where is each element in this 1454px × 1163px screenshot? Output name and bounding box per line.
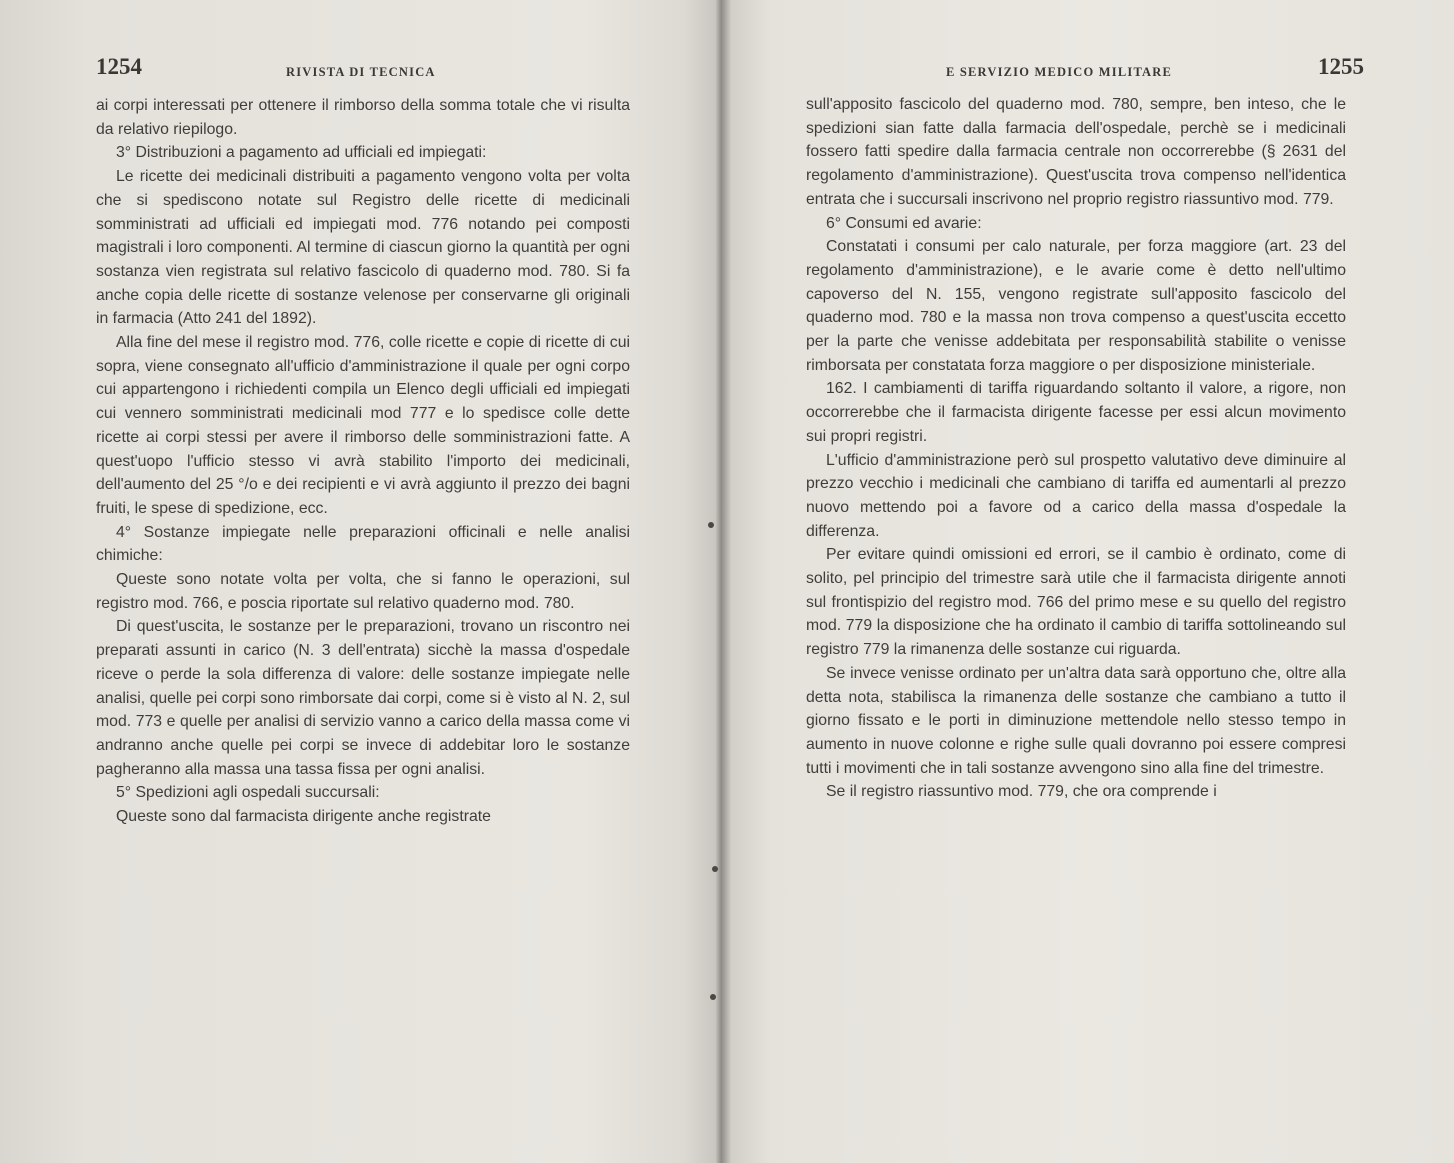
right-running-head: E SERVIZIO MEDICO MILITARE <box>946 65 1173 79</box>
paragraph: Queste sono dal farmacista dirigente anche registrate <box>116 808 491 826</box>
right-page-number: 1255 <box>1318 54 1364 79</box>
paragraph: Se invece venisse ordinato per un'altra data sarà opportuno che, oltre alla detta nota, stabilisca la rimanenza delle sostanze che cambiano a tutto il giorno fissato e le porti in diminuzione mettendole nello stesso tempo in aumento in nuove colonne e righe sulle quali dovranno poi essere compresi tutti i movimenti che in tali sostanze avvengono sino alla fine del trimestre. <box>806 664 1346 777</box>
left-running-head: RIVISTA DI TECNICA <box>286 65 436 79</box>
right-page-header <box>822 54 1364 86</box>
binding-mark <box>710 994 716 1000</box>
paragraph: 4° Sostanze impiegate nelle preparazioni officinali e nelle analisi chimiche: <box>96 523 630 565</box>
paragraph: 5° Spedizioni agli ospedali succursali: <box>116 784 380 802</box>
left-page-header <box>96 54 636 86</box>
left-page-number: 1254 <box>96 54 142 79</box>
binding-mark <box>708 522 714 528</box>
paragraph: Constatati i consumi per calo naturale, per forza maggiore (art. 23 del regolamento d'amministrazione), e le avarie come è detto nell'ultimo capoverso del N. 155, vengono registrate sull'apposito fascicolo del quaderno mod. 780 e la massa non trova compenso a quest'uscita eccetto per la parte che venisse addebitata per responsabilità stabilite o venisse rimborsata per constatata forza maggiore o per disposizione ministeriale. <box>806 238 1346 374</box>
right-page <box>722 0 1454 1163</box>
paragraph: ai corpi interessati per ottenere il rimborso della somma totale che vi risulta da relativo riepilogo. <box>96 97 630 138</box>
paragraph: Le ricette dei medicinali distribuiti a pagamento vengono volta per volta che si spediscono notate sul Registro delle ricette di medicinali somministrati ad ufficiali ed impiegati mod. 776 notando pei composti magistrali i loro componenti. Al termine di ciascun giorno la quantità per ogni sostanza vien registrata sul relativo fascicolo di quaderno mod. 780. Si fa anche copia delle ricette di sostanze velenose per conservarne gli originali in farmacia (Atto 241 del 1892). <box>96 168 630 328</box>
left-page-body <box>96 94 630 829</box>
paragraph: L'ufficio d'amministrazione però sul prospetto valutativo deve diminuire al prezzo vecchio i medicinali che cambiano di tariffa ed aumentarli al prezzo nuovo mettendo poi a favore od a carico della massa d'ospedale la differenza. <box>806 451 1346 540</box>
left-page <box>0 0 712 1163</box>
paragraph: 3° Distribuzioni a pagamento ad ufficiali ed impiegati: <box>116 144 487 162</box>
paragraph: sull'apposito fascicolo del quaderno mod. 780, sempre, ben inteso, che le spedizioni sian fatte dalla farmacia dell'ospedale, perchè se i medicinali fossero fatti spedire dalla farmacia centrale non occorrerebbe (§ 2631 del regolamento d'amministrazione). Quest'uscita trova compenso nell'identica entrata che i succursali inscrivono nel proprio registro riassuntivo mod. 779. <box>806 96 1346 208</box>
paragraph: Di quest'uscita, le sostanze per le preparazioni, trovano un riscontro nei preparati assunti in carico (N. 3 dell'entrata) sicchè la massa d'ospedale riceve o perde la sola differenza di valore: delle sostanze impiegate nelle analisi, quelle pei corpi sono rimborsate dai corpi, come si è visto al N. 2, sul mod. 773 e quelle per analisi di servizio vanno a carico della massa come vi andranno anche quelle pei corpi se invece di addebitar loro le sostanze pagheranno alla massa una tassa fissa per ogni analisi. <box>96 618 630 778</box>
binding-mark <box>712 866 718 872</box>
paragraph: 6° Consumi ed avarie: <box>826 214 982 232</box>
paragraph: Per evitare quindi omissioni ed errori, se il cambio è ordinato, come di solito, pel principio del trimestre sarà utile che il farmacista dirigente annoti sul frontispizio del registro mod. 766 del primo mese e su quello del registro mod. 779 la disposizione che ha ordinato il cambio di tariffa sottolineando sul registro 779 la rimanenza delle sostanze cui riguarda. <box>806 546 1346 659</box>
right-page-body <box>806 93 1346 804</box>
paragraph: Se il registro riassuntivo mod. 779, che ora comprende i <box>826 783 1217 801</box>
paragraph: Queste sono notate volta per volta, che si fanno le operazioni, sul registro mod. 766, e poscia riportate sul relativo quaderno mod. 780. <box>96 571 630 612</box>
paragraph: 162. I cambiamenti di tariffa riguardando soltanto il valore, a rigore, non occorrerebbe che il farmacista dirigente facesse per essi alcun movimento sui propri registri. <box>806 380 1346 445</box>
paragraph: Alla fine del mese il registro mod. 776, colle ricette e copie di ricette di cui sopra, viene consegnato all'ufficio d'amministrazione il quale per ogni corpo cui appartengono i richiedenti compila un Elenco degli ufficiali ed impiegati cui vennero somministrati medicinali mod 777 e lo spedisce colle dette ricette ai corpi stessi per avere il rimborso delle somministrazioni fatte. A quest'uopo l'ufficio stesso vi avrà stabilito l'importo dei medicinali, dell'aumento del 25 °/o e dei recipienti e vi avrà aggiunto il prezzo dei bagni fruiti, le spese di spedizione, ecc. <box>96 334 630 517</box>
